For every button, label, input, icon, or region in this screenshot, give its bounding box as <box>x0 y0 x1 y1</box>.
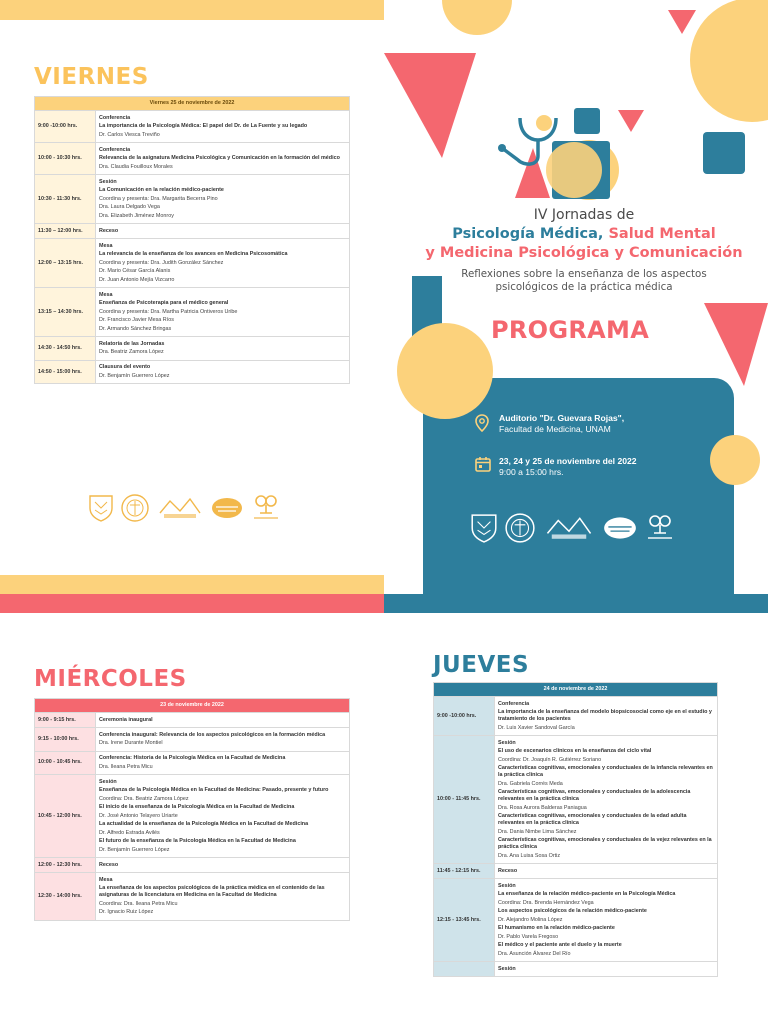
activity-title: El inicio de la enseñanza de la Psicología Médica en la Facultad de Medicina <box>99 804 295 811</box>
activity-cell <box>495 962 718 977</box>
speaker-name: Coordina: Dra. Ileana Petra Micu <box>99 900 178 907</box>
venue-text <box>499 413 624 434</box>
cover-line-2b: Salud Mental <box>608 226 716 242</box>
table-row <box>35 775 350 858</box>
activity-cell <box>96 175 350 224</box>
activity-cell <box>495 736 718 864</box>
speaker-name: Dra. Elizabeth Jiménez Monroy <box>99 212 174 219</box>
time-cell: 9:00 -10:00 hrs. <box>434 697 495 736</box>
cover-line-2 <box>400 226 768 242</box>
speaker-name: Dra. Ileana Petra Micu <box>99 763 153 770</box>
table-row <box>35 713 350 728</box>
time-cell: 9:00 - 9:15 hrs. <box>35 713 96 728</box>
activity-title: Relatoría de las Jornadas <box>99 340 165 347</box>
activity-title: Ceremonia inaugural <box>99 716 153 723</box>
activity-title: El humanismo en la relación médico-paciente <box>498 925 615 932</box>
speaker-name: Dr. Luis Xavier Sandoval García <box>498 724 575 731</box>
activity-title: La importancia de la Psicología Médica: El papel del Dr. de La Fuente y su legado <box>99 123 308 130</box>
activity-cell <box>495 864 718 879</box>
table-row <box>35 143 350 175</box>
activity-cell <box>96 728 350 752</box>
sponsor-logos-left <box>88 493 282 523</box>
activity-title: Características cognitivas, emocionales y conductuales de la infancia relevantes en la práctica clínica <box>498 765 713 779</box>
activity-title: Los aspectos psicológicos de la relación médico-paciente <box>498 908 647 915</box>
table-row <box>434 879 718 962</box>
miercoles-schedule-table <box>34 698 350 921</box>
viernes-schedule-table <box>34 96 350 384</box>
activity-title: La relevancia de la enseñanza de los avances en Medicina Psicosomática <box>99 251 288 258</box>
speaker-name: Dr. José Antonio Telayero Uriarte <box>99 812 178 819</box>
activity-title: La importancia de la enseñanza del modelo biopsicosocial como eje en el estudio y tratamiento de los pacientes <box>498 709 712 723</box>
time-cell: 12:30 - 14:00 hrs. <box>35 873 96 921</box>
activity-title: Conferencia <box>99 114 131 121</box>
table-row <box>35 360 350 384</box>
time-cell: 14:50 - 15:00 hrs. <box>35 360 96 384</box>
table-header-cell: Viernes 25 de noviembre de 2022 <box>35 97 350 111</box>
speaker-name: Dr. Benjamín Guerrero López <box>99 846 170 853</box>
coordinacion-logo <box>250 493 282 523</box>
activity-cell <box>495 879 718 962</box>
activity-title: La enseñanza de la relación médico-paciente en la Psicología Médica <box>498 891 676 898</box>
table-row <box>35 224 350 239</box>
coordinacion-logo <box>644 512 676 544</box>
activity-title: Sesión <box>498 882 516 889</box>
table-row <box>35 751 350 775</box>
cover-line-1: IV Jornadas de <box>533 207 635 223</box>
speaker-name: Dr. Mario César García Alanis <box>99 268 171 275</box>
speaker-name: Coordina y presenta: Dra. Judith González Sánchez <box>99 259 224 266</box>
date-text <box>499 456 637 477</box>
speaker-name: Dr. Francisco Javier Mesa Ríos <box>99 317 174 324</box>
speaker-name: Coordina y presenta: Dra. Martha Patricia Ontiveros Uribe <box>99 308 238 315</box>
time-cell: 13:15 – 14:30 hrs. <box>35 288 96 337</box>
time-cell: 10:30 - 11:30 hrs. <box>35 175 96 224</box>
activity-title: Receso <box>99 227 119 234</box>
cover-subtitle-2: psicológicos de la práctica médica <box>495 281 673 294</box>
calendar-icon <box>475 456 491 472</box>
middle-coral-bar <box>0 594 384 613</box>
miercoles-title: MIÉRCOLES <box>34 666 187 692</box>
speaker-name: Dr. Ignacio Ruiz López <box>99 909 154 916</box>
table-row <box>434 736 718 864</box>
time-cell: 10:00 - 11:45 hrs. <box>434 736 495 864</box>
speaker-name: Coordina: Dra. Brenda Hernández Vega <box>498 899 594 906</box>
facultad-medicina-logo <box>504 512 536 544</box>
time-cell: 12:00 - 12:30 hrs. <box>35 858 96 873</box>
cover-subtitle <box>400 268 768 295</box>
activity-title: La actualidad de la enseñanza de la Psicología Médica en la Facultad de Medicina <box>99 821 309 828</box>
activity-title: El futuro de la enseñanza de la Psicología Médica en la Facultad de Medicina <box>99 838 296 845</box>
activity-title: Características cognitivas, emocionales y conductuales de la adolescencia relevantes en la práctica clínica <box>498 789 691 803</box>
table-row <box>35 858 350 873</box>
activity-title: Sesión <box>498 965 516 972</box>
facultad-medicina-logo <box>120 493 150 523</box>
unam-shield-logo <box>470 513 498 543</box>
activity-cell <box>495 697 718 736</box>
viernes-title: VIERNES <box>34 64 149 90</box>
middle-yellow-bar <box>0 575 384 594</box>
table-row <box>434 864 718 879</box>
table-row <box>35 111 350 143</box>
activity-title: Receso <box>99 861 119 868</box>
activity-title: La enseñanza de los aspectos psicológicos de la práctica médica en el contenido de las asignaturas de la licenciatura en Medicina en la Facultad de Medicina <box>99 885 325 899</box>
salud-mental-logo <box>156 495 204 521</box>
activity-cell <box>96 111 350 143</box>
activity-title: Conferencia <box>99 146 131 153</box>
activity-title: El médico y el paciente ante el duelo y la muerte <box>498 942 622 949</box>
activity-cell <box>96 775 350 858</box>
time-cell: 14:30 - 14:50 hrs. <box>35 337 96 361</box>
speaker-name: Dr. Benjamín Guerrero López <box>99 372 170 379</box>
activity-title: Conferencia: Historia de la Psicología Médica en la Facultad de Medicina <box>99 755 286 762</box>
time-cell: 12:15 - 13:45 hrs. <box>434 879 495 962</box>
unam-shield-logo <box>88 494 114 522</box>
activity-cell <box>96 337 350 361</box>
activity-cell <box>96 713 350 728</box>
sponsor-logos-right <box>470 512 676 544</box>
activity-title: Conferencia <box>498 700 530 707</box>
speaker-name: Dr. Alejandro Molina López <box>498 916 563 923</box>
speaker-name: Coordina: Dra. Beatriz Zamora López <box>99 795 189 802</box>
yellow-circle-small-decoration <box>709 434 761 486</box>
speaker-name: Dra. Gabriela Corrés Meda <box>498 780 563 787</box>
activity-cell <box>96 224 350 239</box>
speaker-name: Dra. Laura Delgado Vega <box>99 204 160 211</box>
time-cell: 12:00 – 13:15 hrs. <box>35 239 96 288</box>
activity-cell <box>96 239 350 288</box>
activity-title: Relevancia de la asignatura Medicina Psicológica y Comunicación en la formación del médico <box>99 155 340 162</box>
venue-bold: Auditorio "Dr. Guevara Rojas", <box>499 413 625 423</box>
hours-text: 9:00 a 15:00 hrs. <box>499 466 564 477</box>
activity-title: Conferencia inaugural: Relevancia de los aspectos psicológicos en la formación médica <box>99 731 326 738</box>
table-row <box>35 175 350 224</box>
table-row <box>35 239 350 288</box>
table-row <box>35 337 350 361</box>
top-yellow-bar <box>0 0 384 20</box>
speaker-name: Dr. Armando Sánchez Bringas <box>99 325 172 332</box>
activity-title: La Comunicación en la relación médico-paciente <box>99 187 224 194</box>
activity-cell <box>96 873 350 921</box>
speaker-name: Coordina y presenta: Dra. Margarita Becerra Pino <box>99 195 218 202</box>
cover-line-3-text: y Medicina Psicológica y Comunicación <box>425 245 743 261</box>
activity-cell <box>96 360 350 384</box>
time-cell: 11:30 – 12:00 hrs. <box>35 224 96 239</box>
yellow-circle-decoration <box>396 322 494 420</box>
speaker-name: Dra. Claudia Fouilloux Morales <box>99 163 173 170</box>
activity-cell <box>96 858 350 873</box>
table-header-cell: 23 de noviembre de 2022 <box>35 699 350 713</box>
time-cell: 10:00 - 10:30 hrs. <box>35 143 96 175</box>
table-header-row <box>434 683 718 697</box>
activity-title: Mesa <box>99 876 113 883</box>
speaker-name: Dr. Carlos Viesca Treviño <box>99 131 160 138</box>
activity-cell <box>96 751 350 775</box>
table-header-cell: 24 de noviembre de 2022 <box>434 683 718 697</box>
activity-title: Enseñanza de Psicoterapia para el médico general <box>99 300 229 307</box>
hospital-logo <box>210 495 244 521</box>
venue-rest: Facultad de Medicina, UNAM <box>499 423 611 434</box>
activity-title: Clausura del evento <box>99 364 151 371</box>
activity-cell <box>96 288 350 337</box>
speaker-name: Dr. Pablo Varela Fregoso <box>498 933 559 940</box>
speaker-name: Dra. Asunción Álvarez Del Río <box>498 950 571 957</box>
cover-line-2a: Psicología Médica, <box>452 226 604 242</box>
time-cell: 9:00 -10:00 hrs. <box>35 111 96 143</box>
cover-line-3 <box>400 245 768 261</box>
cover-subtitle-1: Reflexiones sobre la enseñanza de los aspectos <box>461 268 707 280</box>
table-header-row <box>35 699 350 713</box>
activity-title: Sesión <box>99 178 117 185</box>
speaker-name: Dra. Irene Durante Montiel <box>99 740 163 747</box>
speaker-name: Dra. Ana Luisa Sosa Ortiz <box>498 852 561 859</box>
jueves-title: JUEVES <box>433 652 530 678</box>
time-cell <box>434 962 495 977</box>
table-row <box>35 728 350 752</box>
activity-title: Mesa <box>99 291 113 298</box>
speaker-name: Dra. Rosa Aurora Balderas Paniagua <box>498 804 587 811</box>
activity-title: Mesa <box>99 242 113 249</box>
activity-cell <box>96 143 350 175</box>
activity-title: Características cognitivas, emocionales y conductuales de la edad adulta relevantes en la práctica clínica <box>498 813 687 827</box>
activity-title: Enseñanza de la Psicología Médica en la Facultad de Medicina: Pasado, presente y futuro <box>99 787 329 794</box>
jueves-schedule-table <box>433 682 718 977</box>
speaker-name: Coordina: Dr. Joaquín R. Gutiérrez Soriano <box>498 756 602 763</box>
time-cell: 10:00 - 10:45 hrs. <box>35 751 96 775</box>
activity-title: Características cognitivas, emocionales y conductuales de la vejez relevantes en la práctica clínica <box>498 837 712 851</box>
table-header-row <box>35 97 350 111</box>
time-cell: 11:45 - 12:15 hrs. <box>434 864 495 879</box>
salud-mental-logo <box>542 514 596 542</box>
table-row <box>35 873 350 921</box>
time-cell: 9:15 - 10:00 hrs. <box>35 728 96 752</box>
activity-title: Sesión <box>99 778 117 785</box>
table-row <box>434 697 718 736</box>
speaker-name: Dr. Juan Antonio Mejía Vizcarro <box>99 276 175 283</box>
activity-title: El uso de escenarios clínicos en la enseñanza del ciclo vital <box>498 748 652 755</box>
activity-title: Sesión <box>498 739 516 746</box>
location-pin-icon <box>475 414 489 432</box>
speaker-name: Dra. Dania Nimbe Lima Sánchez <box>498 828 577 835</box>
speaker-name: Dra. Beatriz Zamora López <box>99 349 164 356</box>
table-row <box>35 288 350 337</box>
activity-title: Receso <box>498 867 518 874</box>
dates-bold: 23, 24 y 25 de noviembre del 2022 <box>499 456 637 466</box>
table-row <box>434 962 718 977</box>
speaker-name: Dr. Alfredo Estrada Avilés <box>99 829 160 836</box>
programa-heading: PROGRAMA <box>491 316 650 344</box>
hospital-logo <box>602 514 638 542</box>
time-cell: 10:45 - 12:00 hrs. <box>35 775 96 858</box>
